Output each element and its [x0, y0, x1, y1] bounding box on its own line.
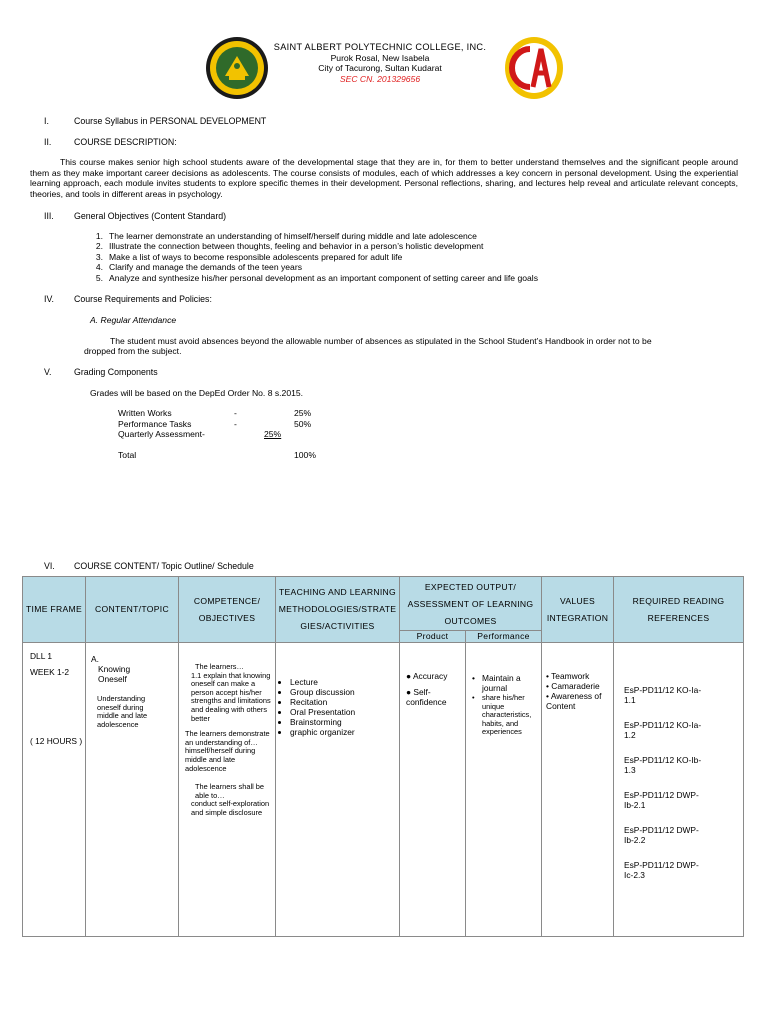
time-frame-dll: DLL 1: [30, 651, 53, 661]
header-time-frame: TIME FRAME: [23, 577, 86, 643]
table-row: [23, 643, 744, 937]
school-address-1: Purok Rosal, New Isabela: [330, 52, 430, 63]
list-item: • graphic organizer: [290, 727, 399, 737]
list-item: • Oral Presentation: [290, 707, 399, 717]
grade-performance-dash: -: [234, 419, 237, 429]
header-performance: Performance: [466, 631, 542, 643]
course-description: This course makes senior high school students aware of the developmental stage that they are in, for them to better understand themselves and the significant people around them as they make important career decisions as adolescents. The course consists of modules, each of which addresses a key concern in personal development. Using the experiential learning approach, each module invites students to explore specific themes in their development. Personal reflections, sharing, and lectures help reveal and articulate relevant concepts, theories, and tools in different areas in psychology.: [30, 157, 738, 199]
header-competence: COMPETENCE/ OBJECTIVES: [179, 577, 276, 643]
section-1: I. Course Syllabus in PERSONAL DEVELOPMENT: [44, 116, 267, 126]
reference-item: EsP-PD11/12 DWP-Ib-2.2: [624, 825, 699, 845]
list-item: 1. The learner demonstrate an understanding of himself/herself during middle and late adolescence: [95, 231, 477, 241]
reference-item: EsP-PD11/12 KO-Ib-1.3: [624, 755, 702, 775]
value-teamwork: • Teamwork: [546, 671, 590, 681]
list-item: • Lecture: [290, 677, 399, 687]
school-header: [230, 42, 530, 84]
value-camaraderie: • Camaraderie: [546, 681, 600, 691]
grade-quarterly-value: 25%: [264, 429, 282, 439]
reference-item: EsP-PD11/12 KO-Ia-1.1: [624, 685, 702, 705]
product-confidence: ● Self-confidence: [406, 687, 447, 707]
content-letter: A.: [91, 654, 99, 664]
list-item: 5. Analyze and synthesize his/her personal development as an important component of setting career and life goals: [95, 272, 538, 283]
objectives-list: [86, 231, 538, 283]
list-item: • Brainstorming: [290, 717, 399, 727]
competence-understanding: The learners demonstrate an understanding of… himself/herself during middle and late adolescence: [185, 729, 270, 773]
list-item: • Recitation: [290, 697, 399, 707]
list-item: 4. Clarify and manage the demands of the teen years: [95, 262, 302, 273]
course-content-table: [22, 576, 744, 937]
list-item: 2. Illustrate the connection between thoughts, feeling and behavior in a person’s holistic development: [95, 241, 484, 252]
school-name: SAINT ALBERT POLYTECHNIC COLLEGE, INC.: [273, 42, 487, 52]
competence-intro: The learners…: [195, 662, 244, 671]
content-subtopic: Understanding oneself during middle and late adolescence: [97, 694, 148, 729]
section-2: II. COURSE DESCRIPTION:: [44, 137, 177, 147]
grades-intro: Grades will be based on the DepEd Order No. 8 s.2015.: [90, 388, 304, 398]
performance-share: • share his/her unique characteristics, habits, and experiences: [472, 693, 532, 737]
header-teaching: TEACHING AND LEARNING METHODOLOGIES/STRATE GIES/ACTIVITIES: [276, 577, 400, 643]
competence-exploration: conduct self-exploration and simple disclosure: [191, 799, 270, 817]
header-expected-output: EXPECTED OUTPUT/ ASSESSMENT OF LEARNING OUTCOMES: [400, 577, 542, 631]
reference-item: EsP-PD11/12 DWP-Ib-2.1: [624, 790, 699, 810]
time-frame-week: WEEK 1-2: [30, 667, 70, 677]
section-5: V. Grading Components: [44, 367, 158, 377]
grade-total-label: Total: [118, 450, 137, 460]
sec-number: SEC CN. 201329656: [339, 73, 421, 84]
header-references: REQUIRED READING REFERENCES: [614, 577, 744, 643]
school-address-2: City of Tacurong, Sultan Kudarat: [318, 63, 442, 73]
regular-attendance-heading: A. Regular Attendance: [90, 315, 177, 325]
grade-quarterly-label: Quarterly Assessment-: [118, 429, 205, 439]
college-logo: [503, 35, 565, 101]
reference-item: EsP-PD11/12 DWP-Ic-2.3: [624, 860, 699, 880]
grade-written-works-dash: -: [234, 408, 237, 418]
grade-performance-value: 50%: [294, 419, 312, 429]
header-product: Product: [400, 631, 466, 643]
teaching-methods-list: [276, 643, 399, 737]
competence-1-1: 1.1 explain that knowing oneself can make a person accept his/her strengths and limitations and dealing with others better: [191, 670, 271, 723]
value-awareness: • Awareness of Content: [546, 691, 602, 711]
grade-total-value: 100%: [294, 450, 316, 460]
section-6: VI. COURSE CONTENT/ Topic Outline/ Schedule: [44, 561, 254, 571]
header-values: VALUES INTEGRATION: [542, 577, 614, 643]
list-item: • Group discussion: [290, 687, 399, 697]
product-accuracy: ● Accuracy: [406, 671, 448, 681]
list-item: 3. Make a list of ways to become responsible adolescents prepared for adult life: [95, 251, 403, 262]
reference-item: EsP-PD11/12 KO-Ia-1.2: [624, 720, 702, 740]
section-4: IV. Course Requirements and Policies:: [44, 294, 212, 304]
grade-performance-label: Performance Tasks: [118, 419, 192, 429]
time-frame-hours: ( 12 HOURS ): [30, 736, 83, 746]
content-title: Knowing Oneself: [98, 664, 131, 684]
section-3: III. General Objectives (Content Standard): [44, 211, 227, 221]
performance-journal: • Maintain a journal: [472, 673, 521, 693]
competence-shall: The learners shall be able to…: [195, 782, 265, 800]
attendance-text-2: dropped from the subject.: [84, 346, 182, 356]
attendance-text-1: The student must avoid absences beyond the allowable number of absences as stipulated in the School Student’s Handbook in order not to be: [110, 336, 652, 346]
grade-written-works-label: Written Works: [118, 408, 172, 418]
header-content-topic: CONTENT/TOPIC: [86, 577, 179, 643]
grade-written-works-value: 25%: [294, 408, 312, 418]
